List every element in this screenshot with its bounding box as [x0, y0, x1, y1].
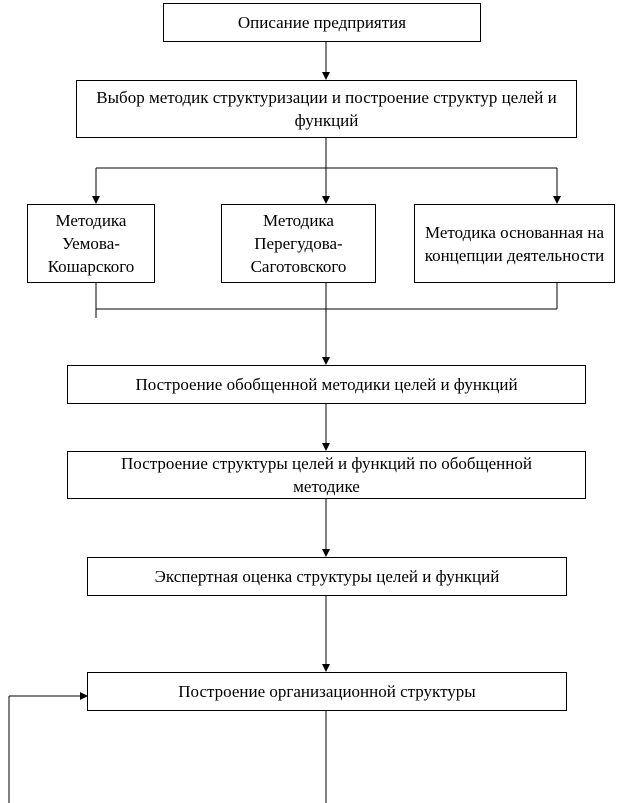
node-structure-building	[67, 451, 586, 499]
node-generalized-method	[67, 365, 586, 404]
node-method-peregudov	[221, 204, 376, 283]
node-generalized-method-label: Построение обобщенной методики целей и функций	[135, 375, 518, 394]
node-enterprise-description	[163, 3, 481, 42]
node-method-peregudov-label: Методика Перегудова-Саготовского	[250, 211, 347, 276]
node-method-uemov-label: Методика Уемова-Кошарского	[47, 211, 135, 276]
node-structure-building-label: Построение структуры целей и функций по обобщенной методике	[121, 454, 532, 496]
node-expert-evaluation-label: Экспертная оценка структуры целей и функций	[154, 567, 500, 586]
node-method-selection-label: Выбор методик структуризации и построение структур целей и функций	[96, 88, 557, 130]
node-method-activity-label: Методика основанная на концепции деятельности	[424, 222, 605, 265]
node-method-uemov	[27, 204, 155, 283]
node-org-structure-label: Построение организационной структуры	[178, 682, 476, 701]
node-org-structure	[87, 672, 567, 711]
node-method-selection	[76, 80, 577, 138]
node-method-activity	[414, 204, 615, 283]
node-expert-evaluation	[87, 557, 567, 596]
node-enterprise-description-label: Описание предприятия	[237, 13, 407, 32]
